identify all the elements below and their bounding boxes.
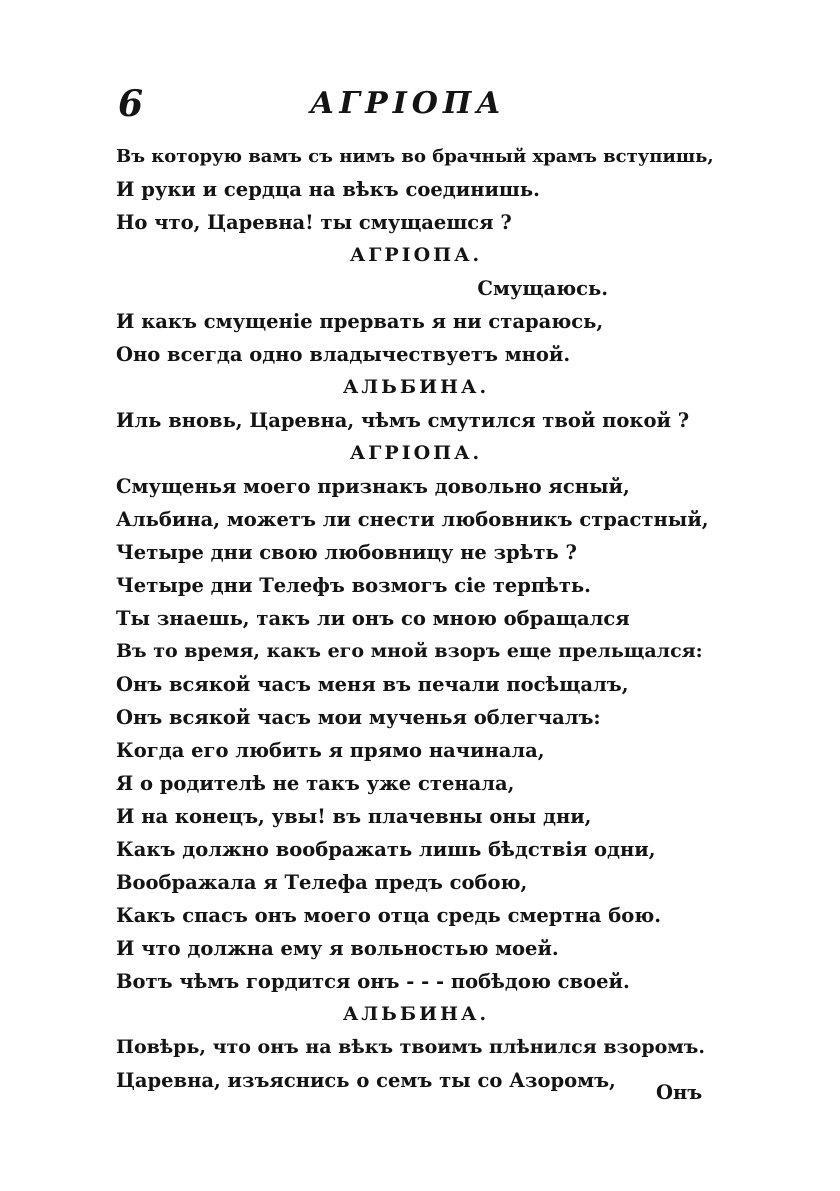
page-number: 6 [118,83,144,125]
verse-line: Четыре дни Телефъ возмогъ сіе терпѣть. [116,574,591,597]
verse-line: Четыре дни свою любовницу не зрѣть ? [116,541,577,564]
verse-line: Въ то время, какъ его мной взоръ еще прельщался: [116,640,703,662]
verse-line: И руки и сердца на вѣкъ соединишь. [116,178,540,201]
verse-line: Царевна, изъяснись о семъ ты со Азоромъ, [116,1069,616,1092]
page-header [118,82,718,126]
verse-line: Иль вновь, Царевна, чѣмъ смутился твой покой ? [116,409,690,432]
verse-line: И что должна ему я вольностью моей. [116,937,559,960]
speaker-name: АГРІОПА. [349,244,483,266]
verse-line: Вотъ чѣмъ гордится онъ - - - побѣдою своей. [116,970,630,993]
verse-line: Какъ спасъ онъ моего отца средь смертна бою. [116,904,662,927]
verse-text [116,140,716,1097]
verse-line: Какъ должно воображать лишь бѣдствія одни, [116,838,656,861]
running-title: АГРІОПА [310,86,506,121]
verse-line: Смущаюсь. [477,277,608,300]
verse-line: Въ которую вамъ съ нимъ во брачный храмъ вступишь, [116,146,714,167]
verse-line: Альбина, можетъ ли снести любовникъ страстный, [116,508,709,531]
verse-line: Ты знаешь, такъ ли онъ со мною обращался [116,607,630,630]
verse-line: Воображала я Телефа предъ собою, [116,871,528,894]
verse-line: Онъ всякой часъ меня въ печали посѣщалъ, [116,673,629,696]
verse-line: Оно всегда одно владычествуетъ мной. [116,343,571,366]
verse-line: И какъ смущеніе прервать я ни стараюсь, [116,310,604,333]
catchword: Онъ [656,1081,703,1104]
verse-line: Когда его любить я прямо начинала, [116,739,545,762]
verse-line: Онъ всякой часъ мои мученья облегчалъ: [116,706,601,729]
verse-line: Я о родителѣ не такъ уже стенала, [116,772,515,795]
verse-line: Но что, Царевна! ты смущаешся ? [116,211,512,234]
speaker-name: АЛЬБИНА. [342,376,490,398]
verse-line: Смущенья моего признакъ довольно ясный, [116,475,630,498]
speaker-name: АГРІОПА. [349,442,483,464]
speaker-name: АЛЬБИНА. [342,1003,490,1025]
verse-line: Повѣрь, что онъ на вѣкъ твоимъ плѣнился взоромъ. [116,1036,705,1058]
verse-line: И на конецъ, увы! въ плачевны оны дни, [116,805,592,828]
